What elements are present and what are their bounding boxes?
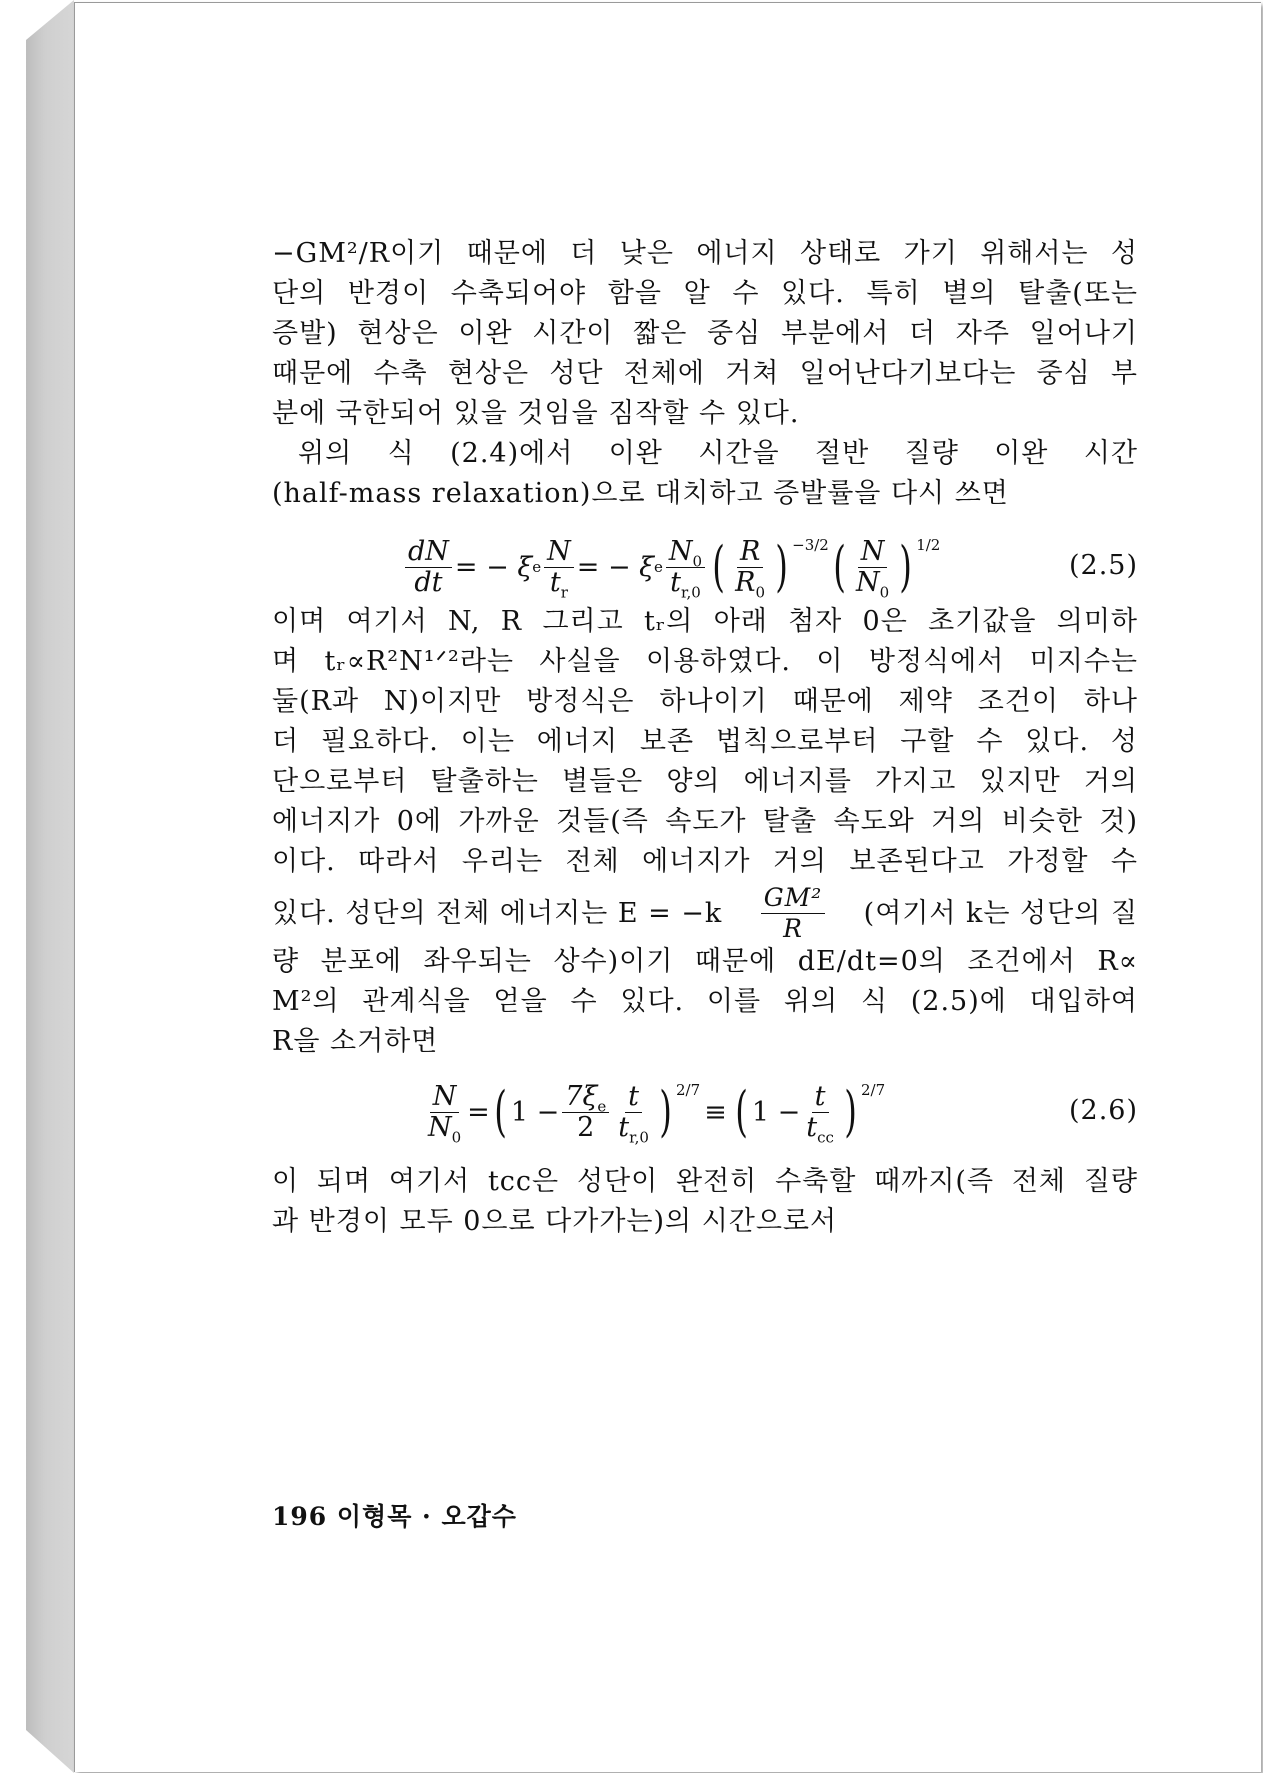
equation-number: (2.6)	[1068, 1095, 1138, 1126]
body-line: (half-mass relaxation)으로 대치하고 증발률을 다시 쓰면	[272, 478, 1009, 509]
equation-body: $\frac{dN}{dt}$ = − ξ e $\frac{N}{t_r}$ = − ξ e $\frac{N_0}{t_{r,0}}$ ( $\frac{R}{R_0}$ ) −3/2 ( $\frac{N}{N_0}$ ) 1/2	[402, 522, 940, 612]
left-paren: (	[712, 535, 725, 598]
fraction	[405, 537, 452, 598]
body-line: 이며 여기서 N, R 그리고 tᵣ의 아래 첨자 0은 초기값을 의미하	[272, 606, 1138, 637]
den-var: t	[549, 566, 561, 598]
fraction	[732, 535, 768, 601]
book-spine	[26, 0, 74, 1773]
one-minus: 1 −	[751, 1096, 801, 1128]
subscript: 0	[692, 551, 703, 570]
numerator: R	[737, 537, 763, 568]
body-line: 분에 국한되어 있을 것임을 짐작할 수 있다.	[272, 398, 800, 429]
fraction	[562, 1082, 609, 1143]
numerator: N	[858, 537, 888, 568]
right-paren: )	[775, 535, 788, 598]
numerator: N	[544, 537, 574, 568]
den-var: N	[428, 1111, 452, 1143]
denominator	[615, 1111, 652, 1146]
denominator	[547, 566, 571, 601]
right-paren: )	[844, 1080, 857, 1143]
equation-body	[422, 1067, 885, 1157]
fraction	[761, 883, 826, 944]
num-var: 7ξ	[565, 1080, 598, 1112]
equals: =	[467, 1096, 490, 1128]
body-line: 이 되며 여기서 tcc은 성단이 완전히 수축할 때까지(즉 전체 질량	[272, 1166, 1138, 1197]
numerator: t	[812, 1082, 829, 1113]
subscript: r,0	[629, 1127, 649, 1146]
body-line: 량 분포에 좌우되는 상수)이기 때문에 dE/dt=0의 조건에서 R∝	[272, 946, 1138, 977]
denominator	[732, 566, 768, 601]
body-line: 둘(R과 N)이지만 방정식은 하나이기 때문에 제약 조건이 하나	[272, 686, 1138, 717]
fraction	[615, 1080, 652, 1146]
subscript: 0	[879, 582, 890, 601]
den-var: t	[618, 1111, 630, 1143]
numerator: t	[625, 1082, 642, 1113]
body-line-with-fraction	[272, 883, 1138, 944]
one-minus: 1 −	[510, 1096, 560, 1128]
fraction	[803, 1080, 837, 1146]
subscript: e	[597, 1096, 607, 1115]
body-line: 더 필요하다. 이는 에너지 보존 법칙으로부터 구할 수 있다. 성	[272, 726, 1138, 757]
left-paren: (	[494, 1080, 507, 1143]
line-part: (여기서 k는 성단의 질	[863, 897, 1138, 929]
fraction	[544, 535, 574, 601]
denominator: 2	[577, 1111, 595, 1143]
left-paren: (	[833, 535, 846, 598]
denominator	[853, 566, 892, 601]
den-var: t	[806, 1111, 818, 1143]
den-var: N	[855, 566, 880, 598]
body-line: −GM²/R이기 때문에 더 낮은 에너지 상태로 가기 위해서는 성	[272, 238, 1138, 269]
denominator	[425, 1111, 464, 1146]
equals-xi: = − ξ	[576, 551, 655, 583]
fraction	[666, 535, 705, 601]
numerator: dN	[405, 537, 452, 568]
subscript: r	[560, 582, 568, 601]
body-line: 에너지가 0에 가까운 것들(즉 속도가 탈출 속도와 거의 비슷한 것)	[272, 806, 1138, 837]
numerator: GM²	[761, 883, 826, 914]
equivalent: ≡	[704, 1096, 727, 1128]
body-line: 증발) 현상은 이완 시간이 짧은 중심 부분에서 더 자주 일어나기	[272, 318, 1138, 349]
equation-2-6	[272, 1067, 1138, 1157]
den-var: t	[670, 566, 682, 598]
right-paren: )	[899, 535, 912, 598]
body-line: 때문에 수축 현상은 성단 전체에 거쳐 일어난다기보다는 중심 부	[272, 358, 1138, 389]
exponent: 2/7	[860, 1081, 886, 1099]
equals-xi: = − ξ	[454, 551, 533, 583]
den-var: R	[735, 566, 756, 598]
denominator	[667, 566, 704, 601]
body-line: R을 소거하면	[272, 1026, 439, 1057]
body-line: M²의 관계식을 얻을 수 있다. 이를 위의 식 (2.5)에 대입하여	[272, 986, 1138, 1017]
equation-number: (2.5)	[1068, 550, 1138, 581]
num-var: N	[668, 535, 693, 567]
denominator: dt	[414, 566, 443, 598]
body-line: 이다. 따라서 우리는 전체 에너지가 거의 보존된다고 가정할 수	[272, 846, 1138, 877]
fraction	[853, 535, 892, 601]
right-paren: )	[659, 1080, 672, 1143]
subscript: 0	[755, 582, 766, 601]
denominator	[803, 1111, 837, 1146]
numerator	[666, 537, 705, 568]
fraction	[425, 1080, 464, 1146]
exponent: −3/2	[792, 536, 829, 554]
subscript: 0	[451, 1127, 462, 1146]
exponent: 2/7	[676, 1081, 701, 1099]
subscript: r,0	[681, 582, 701, 601]
page-footer: 196 이형목 · 오갑수	[272, 1502, 517, 1531]
left-paren: (	[734, 1080, 748, 1143]
body-line: 며 tᵣ∝R²N¹ᐟ²라는 사실을 이용하였다. 이 방정식에서 미지수는	[272, 646, 1138, 677]
body-line: 단의 반경이 수축되어야 함을 알 수 있다. 특히 별의 탈출(또는	[272, 278, 1138, 309]
numerator: N	[430, 1082, 460, 1113]
line-part: 있다. 성단의 전체 에너지는 E = −k	[272, 897, 723, 929]
exponent: 1/2	[916, 536, 941, 554]
denominator: R	[783, 914, 803, 943]
body-line: 단으로부터 탈출하는 별들은 양의 에너지를 가지고 있지만 거의	[272, 766, 1138, 797]
numerator	[562, 1082, 609, 1113]
body-line: 과 반경이 모두 0으로 다가가는)의 시간으로서	[272, 1206, 838, 1237]
subscript: cc	[817, 1127, 834, 1146]
body-line: 위의 식 (2.4)에서 이완 시간을 절반 질량 이완 시간	[298, 438, 1138, 469]
